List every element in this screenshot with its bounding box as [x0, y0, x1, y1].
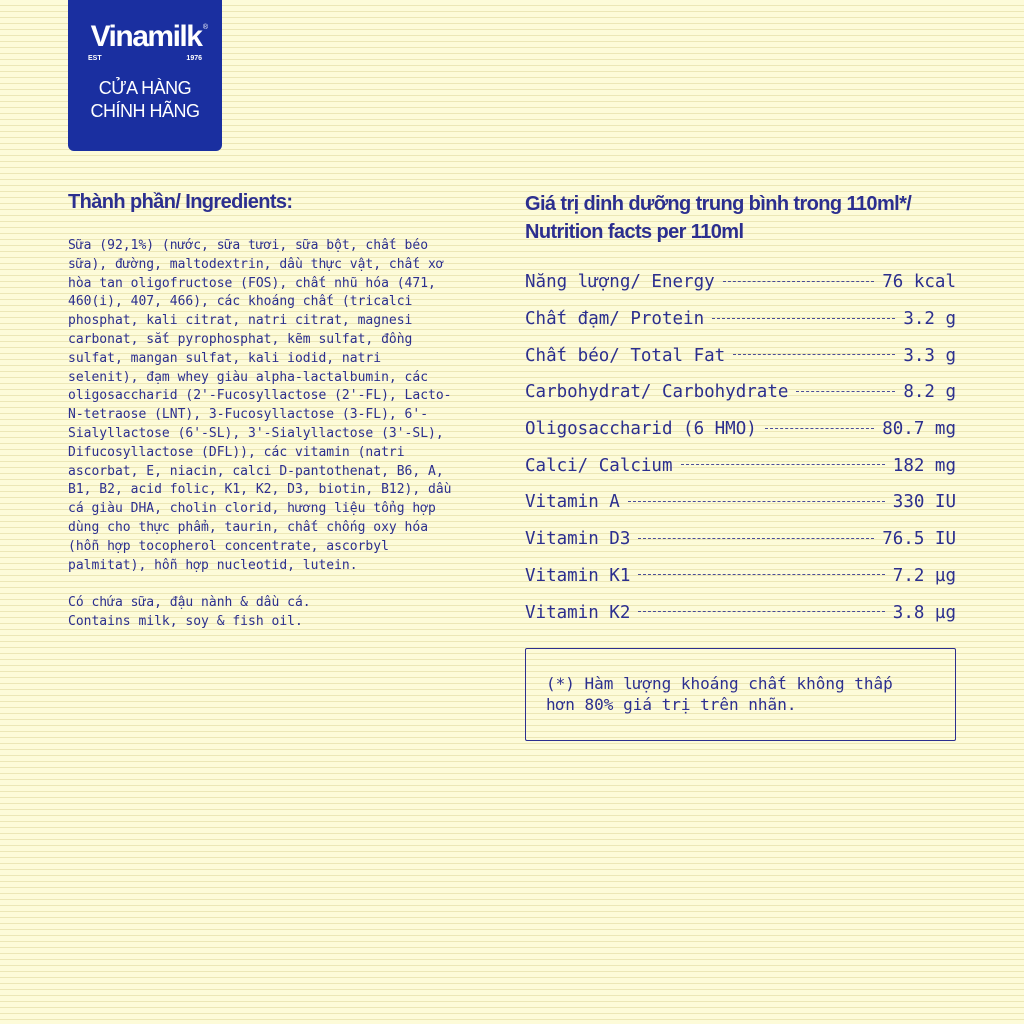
brand-logo: Vinamilk — [90, 20, 202, 53]
store-label-line-2: CHÍNH HÃNG — [90, 101, 200, 121]
nutrient-value: 3.2 g — [903, 309, 956, 330]
nutrient-value: 76 kcal — [882, 272, 956, 293]
nutrient-label: Vitamin K1 — [525, 565, 631, 586]
dotted-leader — [765, 428, 874, 429]
nutrient-label: Calci/ Calcium — [525, 455, 673, 476]
nutrition-row — [525, 484, 956, 521]
nutrient-label: Vitamin K2 — [525, 602, 631, 623]
dotted-leader — [681, 464, 885, 465]
dotted-leader — [796, 391, 895, 392]
footnote-line-1: (*) Hàm lượng khoáng chất không thấp — [546, 674, 893, 693]
nutrient-value: 7.2 µg — [892, 565, 956, 586]
brand-est: EST — [88, 55, 102, 62]
nutrient-label: Oligosaccharid (6 HMO) — [525, 419, 757, 440]
nutrition-row — [525, 411, 956, 448]
allergen-statement — [68, 594, 311, 632]
nutrition-row — [525, 264, 956, 301]
dotted-leader — [723, 281, 875, 282]
nutrient-value: 76.5 IU — [882, 529, 956, 550]
registered-mark: ® — [202, 24, 208, 31]
dotted-leader — [628, 501, 885, 502]
brand-year: 1976 — [186, 55, 202, 62]
nutrient-label: Chất đạm/ Protein — [525, 309, 705, 330]
nutrient-label: Vitamin D3 — [525, 529, 631, 550]
nutrient-label: Năng lượng/ Energy — [525, 272, 715, 293]
vinamilk-store-badge — [68, 0, 222, 151]
nutrition-heading-line-1: Giá trị dinh dưỡng trung bình trong 110ml*/ — [525, 193, 912, 215]
nutrient-value: 3.8 µg — [892, 602, 956, 623]
nutrient-label: Carbohydrat/ Carbohydrate — [525, 382, 789, 403]
dotted-leader — [733, 354, 895, 355]
nutrient-value: 8.2 g — [903, 382, 956, 403]
nutrition-row — [525, 337, 956, 374]
allergen-vi: Có chứa sữa, đậu nành & dầu cá. — [68, 595, 311, 610]
nutrition-heading — [525, 190, 911, 246]
dotted-leader — [638, 574, 884, 575]
nutrient-value: 3.3 g — [903, 345, 956, 366]
nutrition-row — [525, 447, 956, 484]
mineral-footnote — [546, 673, 946, 715]
nutrient-label: Chất béo/ Total Fat — [525, 345, 726, 366]
dotted-leader — [712, 318, 895, 319]
nutrition-heading-line-2: Nutrition facts per 110ml — [525, 221, 744, 243]
nutrition-row — [525, 521, 956, 558]
ingredients-text: Sữa (92,1%) (nước, sữa tươi, sữa bột, chất béo sữa), đường, maltodextrin, dầu thực vật, chất xơ hòa tan oligofructose (FOS), chất nhũ hóa (471, 460(i), 407, 466), các khoáng chất (tricalci phosphat, kali citrat, natri citrat, magnesi carbonat, sắt pyrophosphat, kẽm sulfat, đồng sulfat, mangan sulfat, kali iodid, natri selenit), đạm whey giàu alpha-lactalbumin, các oligosaccharid (2'-Fucosyllactose (2'-FL), Lacto- N-tetraose (LNT), 3-Fucosyllactose (3-FL), 6'- Sialyllactose (6'-SL), 3'-Sialyllactose (3'-SL), Difucosyllactose (DFL)), các vitamin (natri ascorbat, E, niacin, calci D-pantothenat, B6, A, B1, B2, acid folic, K1, K2, D3, biotin, B12), dầu cá giàu DHA, cholin clorid, hương liệu tổng hợp dùng cho thực phẩm, taurin, chất chống oxy hóa (hỗn hợp tocopherol concentrate, ascorbyl palmitat), hỗn hợp nucleotid, lutein. — [68, 238, 452, 573]
allergen-en: Contains milk, soy & fish oil. — [68, 613, 303, 629]
nutrient-value: 330 IU — [892, 492, 956, 513]
footnote-line-2: hơn 80% giá trị trên nhãn. — [546, 695, 797, 714]
nutrition-row — [525, 301, 956, 338]
mineral-footnote-box — [525, 648, 956, 741]
nutrient-label: Vitamin A — [525, 492, 620, 513]
nutrition-row — [525, 558, 956, 595]
store-label-line-1: CỬA HÀNG — [98, 78, 192, 98]
dotted-leader — [638, 611, 884, 612]
nutrition-row — [525, 594, 956, 631]
nutrition-row — [525, 374, 956, 411]
nutrient-value: 182 mg — [892, 455, 956, 476]
nutrition-table — [525, 264, 956, 631]
nutrient-value: 80.7 mg — [882, 419, 956, 440]
dotted-leader — [638, 538, 874, 539]
ingredients-heading: Thành phần/ Ingredients: — [68, 191, 293, 213]
